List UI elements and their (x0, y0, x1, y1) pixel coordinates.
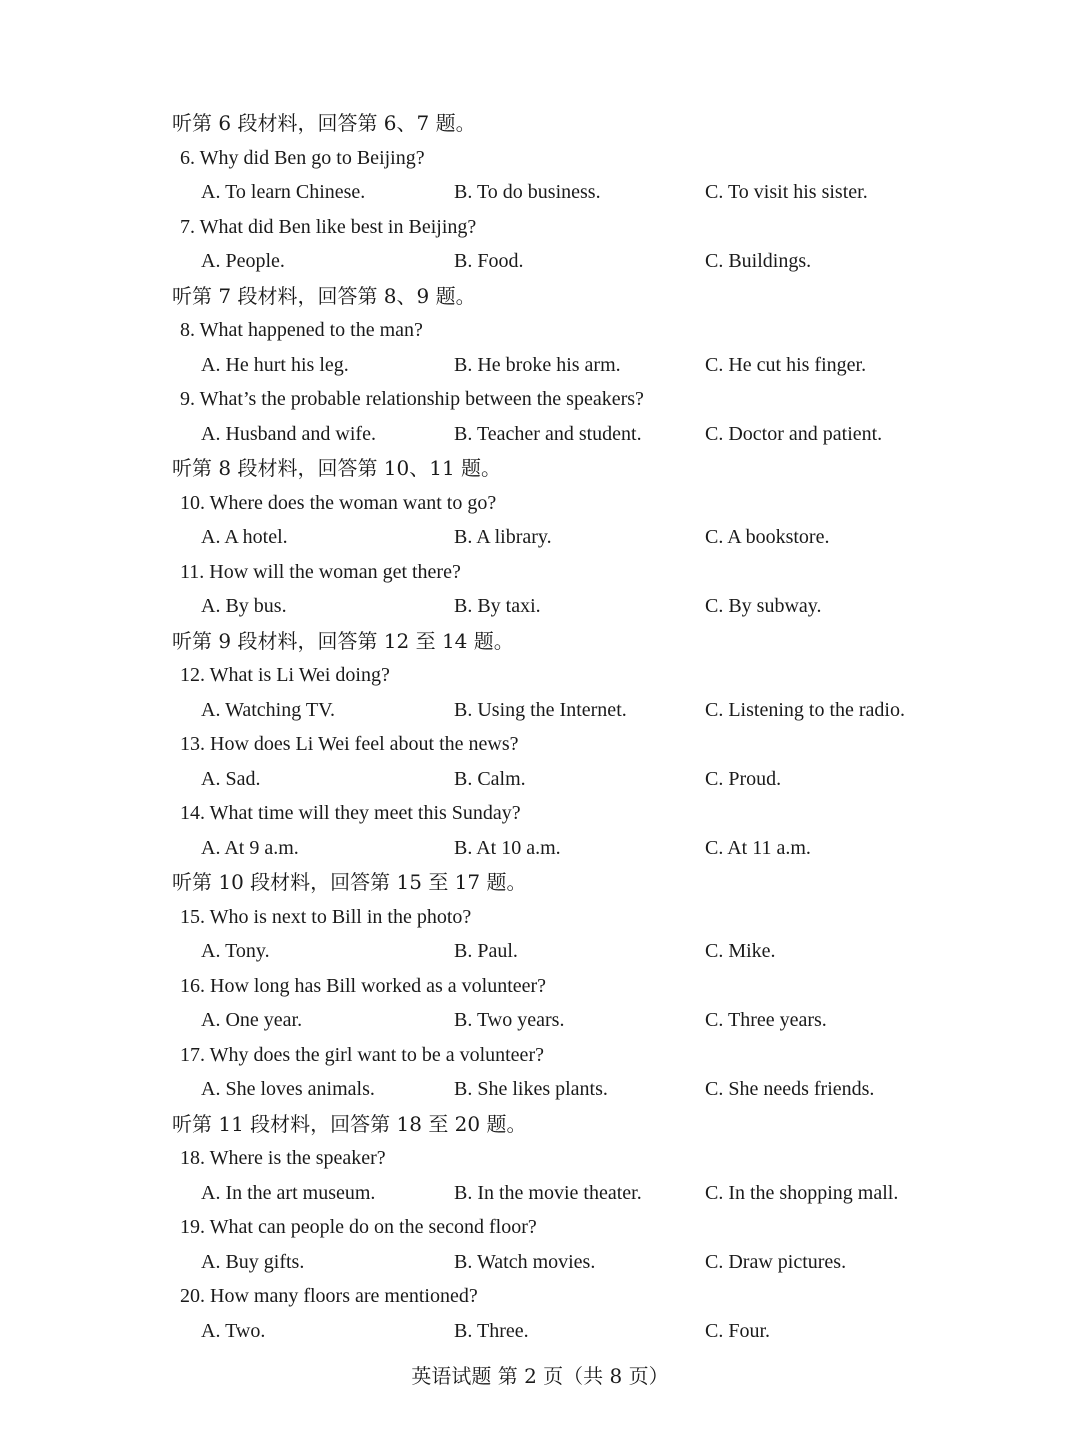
option-b: B. Three. (454, 1319, 529, 1342)
option-b: B. She likes plants. (454, 1078, 608, 1100)
option-a: A. In the art museum. (201, 1181, 376, 1204)
section-group (172, 1107, 932, 1349)
section-group (172, 106, 932, 279)
page-footer: 英语试题 第 2 页（共 8 页） (411, 1364, 669, 1388)
question-stem: 6. Why did Ben go to Beijing? (180, 146, 425, 169)
option-c: C. Four. (705, 1319, 771, 1342)
answer-options (172, 520, 932, 555)
option-a: A. A hotel. (201, 526, 288, 548)
option-c: C. Three years. (705, 1009, 827, 1031)
option-b: B. A library. (454, 526, 552, 548)
section-group (172, 451, 932, 624)
section-heading: 听第 8 段材料，回答第 10、11 题。 (172, 456, 502, 480)
option-a: A. Tony. (201, 940, 270, 962)
option-c: C. She needs friends. (705, 1078, 875, 1100)
option-c: C. To visit his sister. (705, 181, 868, 203)
question-stem: 8. What happened to the man? (180, 319, 423, 341)
answer-options (172, 831, 932, 866)
question-stem: 18. Where is the speaker? (180, 1147, 386, 1169)
option-b: B. Calm. (454, 767, 526, 790)
question-stem: 7. What did Ben like best in Beijing? (180, 215, 477, 238)
question-stem: 15. Who is next to Bill in the photo? (180, 905, 472, 928)
answer-options (172, 762, 932, 797)
option-a: A. One year. (201, 1009, 303, 1031)
option-a: A. Husband and wife. (201, 422, 376, 445)
question-stem: 14. What time will they meet this Sunday? (180, 802, 521, 824)
option-a: A. He hurt his leg. (201, 353, 349, 376)
option-b: B. Food. (454, 250, 524, 272)
answer-options (172, 1072, 932, 1107)
section-heading: 听第 7 段材料，回答第 8、9 题。 (172, 283, 476, 308)
option-c: C. Draw pictures. (705, 1250, 847, 1273)
section-heading: 听第 11 段材料，回答第 18 至 20 题。 (172, 1111, 527, 1136)
question-stem: 10. Where does the woman want to go? (180, 491, 497, 514)
option-a: A. Buy gifts. (201, 1250, 305, 1273)
option-c: C. Listening to the radio. (705, 698, 905, 721)
answer-options (172, 1003, 932, 1038)
option-a: A. To learn Chinese. (201, 181, 366, 203)
answer-options (172, 1314, 932, 1349)
option-a: A. She loves animals. (201, 1078, 375, 1100)
option-c: C. Doctor and patient. (705, 422, 883, 445)
option-c: C. Buildings. (705, 250, 812, 272)
answer-options (172, 417, 932, 452)
option-c: C. He cut his finger. (705, 353, 867, 376)
question-stem: 20. How many floors are mentioned? (180, 1285, 478, 1307)
option-a: A. At 9 a.m. (201, 836, 299, 859)
option-c: C. Mike. (705, 940, 776, 962)
question-stem: 9. What’s the probable relationship between the speakers? (180, 388, 644, 410)
option-b: B. To do business. (454, 181, 601, 203)
answer-options (172, 1176, 932, 1211)
question-stem: 11. How will the woman get there? (180, 560, 461, 583)
option-a: A. Sad. (201, 767, 261, 790)
option-c: C. A bookstore. (705, 526, 830, 548)
section-group (172, 279, 932, 452)
question-stem: 17. Why does the girl want to be a volunteer? (180, 1043, 544, 1066)
option-b: B. Watch movies. (454, 1250, 596, 1273)
answer-options (172, 934, 932, 969)
option-b: B. Using the Internet. (454, 698, 627, 721)
answer-options (172, 244, 932, 279)
section-group (172, 624, 932, 866)
option-b: B. By taxi. (454, 595, 541, 617)
answer-options (172, 1245, 932, 1280)
option-c: C. Proud. (705, 767, 782, 790)
option-c: C. In the shopping mall. (705, 1181, 899, 1204)
section-group (172, 865, 932, 1107)
option-a: A. Watching TV. (201, 698, 335, 721)
question-list (172, 106, 932, 1348)
option-a: A. By bus. (201, 595, 287, 617)
option-b: B. He broke his arm. (454, 353, 621, 376)
question-stem: 19. What can people do on the second floor? (180, 1216, 537, 1238)
option-b: B. Two years. (454, 1009, 565, 1031)
question-stem: 12. What is Li Wei doing? (180, 664, 390, 686)
option-c: C. By subway. (705, 595, 822, 617)
answer-options (172, 589, 932, 624)
section-heading: 听第 9 段材料，回答第 12 至 14 题。 (172, 628, 514, 653)
option-a: A. People. (201, 250, 285, 272)
option-b: B. Teacher and student. (454, 422, 642, 445)
section-heading: 听第 6 段材料，回答第 6、7 题。 (172, 111, 476, 135)
option-a: A. Two. (201, 1319, 266, 1342)
question-stem: 13. How does Li Wei feel about the news? (180, 733, 519, 755)
answer-options (172, 175, 932, 210)
section-heading: 听第 10 段材料，回答第 15 至 17 题。 (172, 870, 527, 894)
answer-options (172, 348, 932, 383)
option-b: B. Paul. (454, 940, 518, 962)
option-b: B. At 10 a.m. (454, 836, 561, 859)
option-c: C. At 11 a.m. (705, 836, 811, 859)
option-b: B. In the movie theater. (454, 1181, 642, 1204)
answer-options (172, 693, 932, 728)
question-stem: 16. How long has Bill worked as a volunteer? (180, 974, 547, 997)
